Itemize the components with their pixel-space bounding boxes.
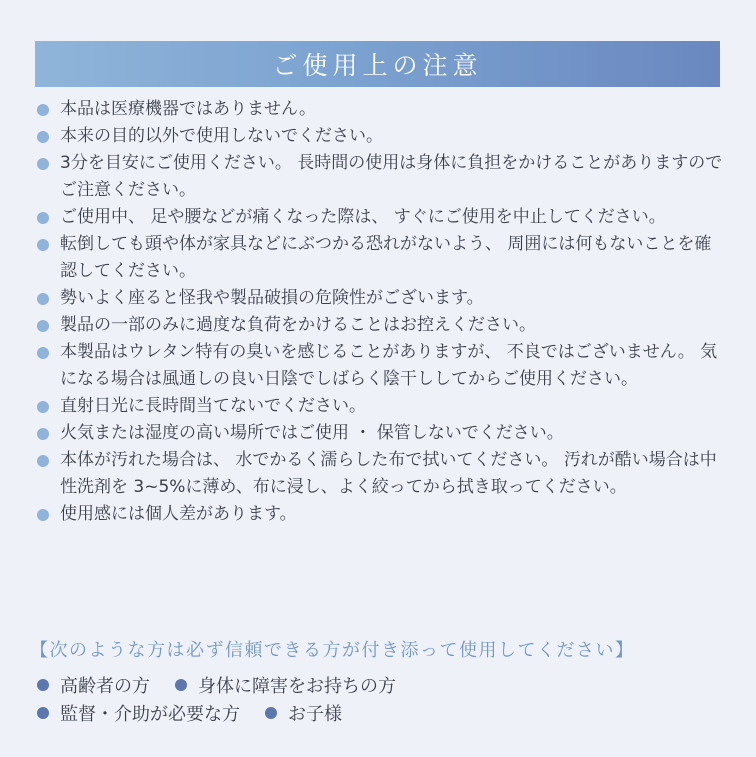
note-text: 3分を目安にご使用ください。 長時間の使用は身体に負担をかけることがありますのでご注意ください。	[60, 153, 723, 200]
note-item	[36, 501, 726, 528]
condition-text: 身体に障害をお持ちの方	[198, 676, 396, 697]
bullet-icon	[37, 347, 49, 359]
conditions-heading: 【次のような方は必ず信頼できる方が付き添って使用してください】	[30, 640, 635, 661]
note-item	[36, 447, 726, 501]
note-text: 本製品はウレタン特有の臭いを感じることがありますが、 不良ではございません。 気になる場合は風通しの良い日陰でしばらく陰干ししてからご使用ください。	[60, 342, 718, 389]
bullet-icon	[37, 104, 49, 116]
bullet-icon	[37, 158, 49, 170]
note-text: 直射日光に長時間当てないでください。	[60, 396, 366, 416]
note-text: 転倒しても頭や体が家具などにぶつかる恐れがないよう、 周囲には何もないことを確認してください。	[60, 234, 712, 281]
conditions-row	[36, 671, 636, 699]
notes-list	[36, 96, 726, 528]
note-item	[36, 123, 726, 150]
note-text: 本体が汚れた場合は、 水でかるく濡らした布で拭いてください。 汚れが酷い場合は中性洗剤を 3~5%に薄め、布に浸し、よく絞ってから拭き取ってください。	[60, 450, 717, 497]
note-text: 使用感には個人差があります。	[60, 504, 297, 524]
bullet-icon	[37, 212, 49, 224]
bullet-icon	[37, 293, 49, 305]
condition-item	[264, 700, 342, 726]
bullet-icon	[37, 428, 49, 440]
note-text: 本品は医療機器ではありません。	[60, 99, 317, 119]
bullet-icon	[37, 707, 49, 719]
note-item	[36, 339, 726, 393]
condition-text: お子様	[288, 704, 342, 725]
conditions-list	[36, 671, 636, 727]
bullet-icon	[37, 320, 49, 332]
bullet-icon	[175, 679, 187, 691]
note-item	[36, 150, 726, 204]
note-text: ご使用中、 足や腰などが痛くなった際は、 すぐにご使用を中止してください。	[60, 207, 666, 227]
note-item	[36, 312, 726, 339]
note-item	[36, 393, 726, 420]
page-title: ご使用上の注意	[272, 51, 483, 80]
bullet-icon	[37, 401, 49, 413]
header-bar	[35, 41, 720, 87]
bullet-icon	[37, 455, 49, 467]
note-text: 火気または湿度の高い場所ではご使用 ・ 保管しないでください。	[60, 423, 564, 443]
condition-item	[36, 672, 150, 698]
condition-text: 監督・介助が必要な方	[60, 704, 240, 725]
note-text: 勢いよく座ると怪我や製品破損の危険性がございます。	[60, 288, 484, 308]
condition-item	[36, 700, 240, 726]
conditions-row	[36, 699, 636, 727]
note-item	[36, 204, 726, 231]
note-item	[36, 231, 726, 285]
note-item	[36, 96, 726, 123]
bullet-icon	[265, 707, 277, 719]
note-text: 本来の目的以外で使用しないでください。	[60, 126, 383, 146]
bullet-icon	[37, 131, 49, 143]
note-text: 製品の一部のみに過度な負荷をかけることはお控えください。	[60, 315, 536, 335]
note-item	[36, 420, 726, 447]
condition-item	[174, 672, 396, 698]
bullet-icon	[37, 239, 49, 251]
bullet-icon	[37, 509, 49, 521]
condition-text: 高齢者の方	[60, 676, 150, 697]
bullet-icon	[37, 679, 49, 691]
note-item	[36, 285, 726, 312]
